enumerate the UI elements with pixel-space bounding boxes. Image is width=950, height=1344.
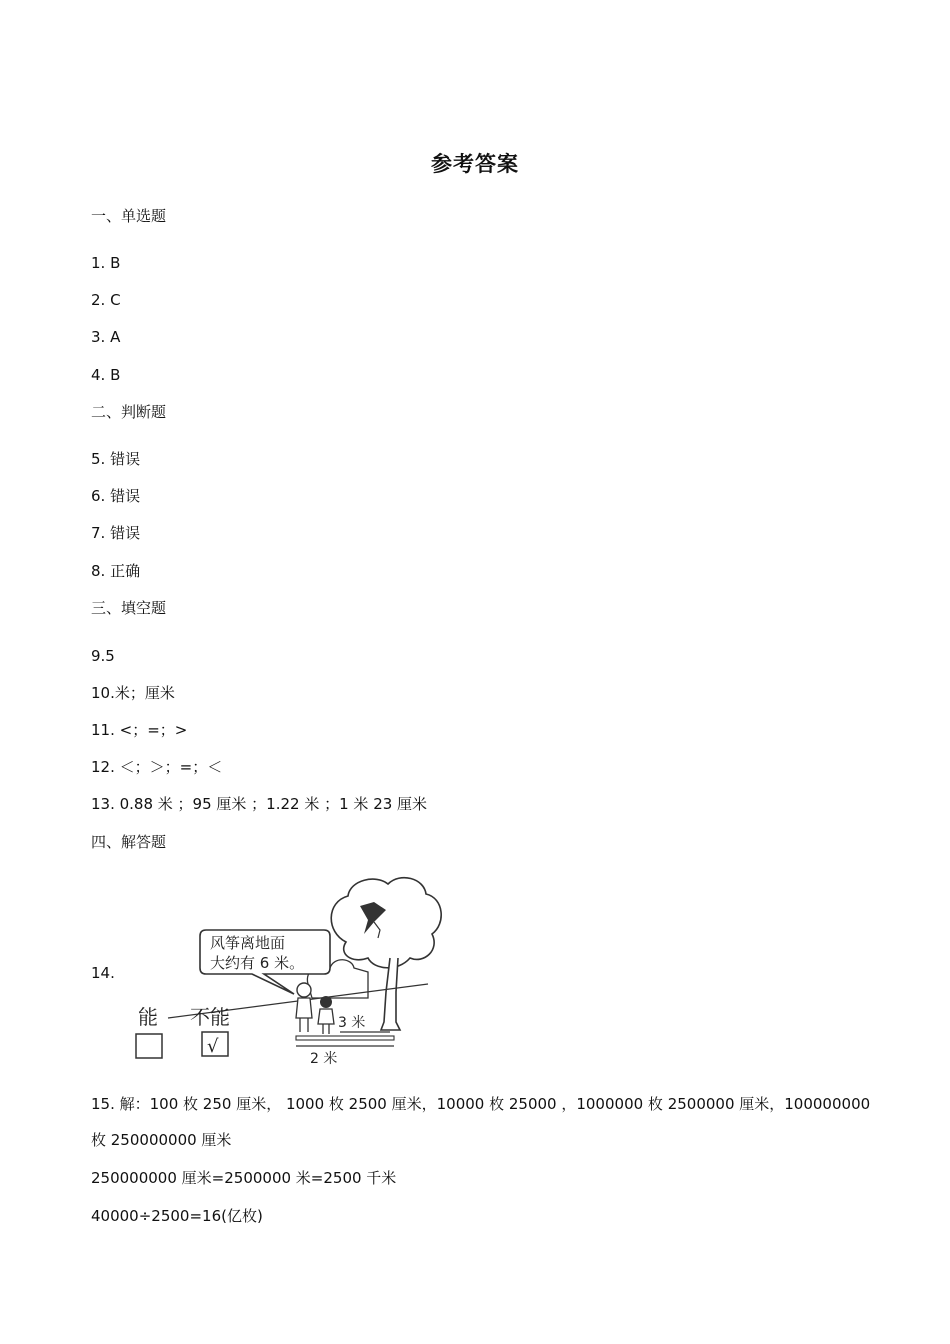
answer-1: 1. B [91, 254, 121, 272]
child-2-body [318, 1009, 334, 1024]
child-1-body [296, 998, 312, 1018]
answer-6: 6. 错误 [91, 487, 141, 505]
answer-15-line-3: 250000000 厘米=2500000 米=2500 千米 [91, 1169, 397, 1187]
section-heading-single-choice: 一、单选题 [91, 207, 167, 225]
answer-8: 8. 正确 [91, 562, 141, 580]
tree-crown [331, 878, 441, 968]
child-1-head [297, 983, 311, 997]
kite-tree-illustration [128, 872, 448, 1072]
answer-13: 13. 0.88 米 ；95 厘米 ；1.22 米 ；1 米 23 厘米 [91, 795, 428, 813]
measure-2m-label: 2 米 [310, 1051, 338, 1067]
answer-9: 9.5 [91, 647, 115, 665]
answer-15-line-4: 40000÷2500=16(亿枚) [91, 1207, 263, 1225]
option-cannot-label: 不能 [190, 1005, 230, 1029]
answer-15-line-1: 15. 解：100 枚 250 厘米， 1000 枚 2500 厘米，10000 枚 25000 ，1000000 枚 2500000 厘米，100000000 [91, 1095, 871, 1113]
answer-3: 3. A [91, 328, 121, 346]
section-heading-fill-blank: 三、填空题 [91, 599, 167, 617]
tree-trunk [381, 958, 400, 1030]
illustration-svg [128, 872, 448, 1072]
measure-3m-label: 3 米 [338, 1015, 366, 1031]
answer-7: 7. 错误 [91, 524, 141, 542]
page-title: 参考答案 [431, 152, 519, 176]
answer-15-line-2: 枚 250000000 厘米 [91, 1131, 232, 1149]
answer-4: 4. B [91, 366, 121, 384]
answer-5: 5. 错误 [91, 450, 141, 468]
answer-12: 12. ＜；＞；=；＜ [91, 758, 223, 776]
option-can-box [136, 1034, 162, 1058]
speech-line-2: 大约有 6 米。 [210, 954, 305, 972]
answer-2: 2. C [91, 291, 121, 309]
child-2-head [320, 996, 332, 1008]
section-heading-true-false: 二、判断题 [91, 403, 167, 421]
speech-line-1: 风筝离地面 [210, 934, 286, 952]
answer-14: 14. [91, 964, 115, 982]
answer-11: 11. <；=；> [91, 721, 188, 739]
option-can-label: 能 [138, 1005, 158, 1029]
answer-10: 10.米；厘米 [91, 684, 175, 702]
measure-bar [296, 1036, 394, 1040]
section-heading-solve: 四、解答题 [91, 833, 167, 851]
check-mark-icon: √ [207, 1036, 219, 1057]
